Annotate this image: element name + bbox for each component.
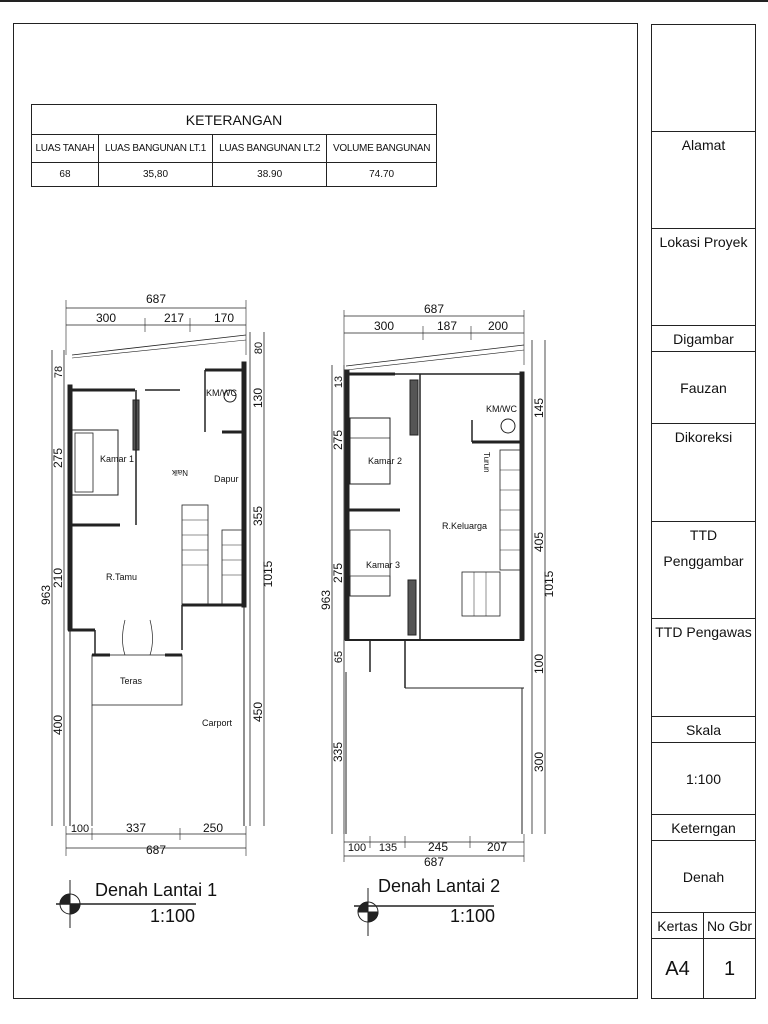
plan2-scale: 1:100: [450, 906, 496, 926]
plan1-scale: 1:100: [150, 906, 196, 926]
header-luas-tanah: LUAS TANAH: [32, 135, 99, 163]
digambar-value: Fauzan: [652, 351, 755, 423]
value-luas-lt1: 35,80: [98, 163, 212, 187]
plan1-room-teras: Teras: [120, 676, 143, 686]
header-luas-lt1: LUAS BANGUNAN LT.1: [98, 135, 212, 163]
keterangan-label: Keterngan: [652, 814, 755, 842]
plan2-dim-left-1: 275: [331, 429, 345, 451]
plan2-dim-left-2: 275: [331, 562, 345, 584]
plan1-title: Denah Lantai 1: [95, 880, 218, 900]
plan1-dim-top-total: 687: [145, 292, 167, 306]
plan2-dim-bottom-2: 245: [427, 840, 449, 854]
plan2-dim-top-0: 300: [373, 319, 395, 333]
digambar-label: Digambar: [652, 325, 755, 353]
alamat-label: Alamat: [652, 131, 755, 159]
plan1-dim-bottom-0: 100: [70, 823, 90, 835]
no-gbr-value: 1: [723, 958, 736, 980]
plan2-dim-bottom-1: 135: [378, 842, 398, 854]
plan2-dim-right-2: 100: [532, 653, 546, 675]
value-luas-tanah: 68: [32, 163, 99, 187]
plan2-dim-right-3: 300: [532, 751, 546, 773]
plan1-dim-bottom-2: 250: [202, 821, 224, 835]
plan2-room-keluarga: R.Keluarga: [442, 521, 488, 531]
no-gbr-label: No Gbr: [706, 918, 753, 934]
plan1-dim-right-3: 450: [251, 701, 265, 723]
plan2-dim-bottom-3: 207: [486, 840, 508, 854]
plan1-room-tamu: R.Tamu: [106, 572, 138, 582]
plan-1-labels: [39, 292, 275, 926]
plan2-dim-right-0: 145: [532, 397, 546, 419]
plan1-dim-right-1: 130: [251, 387, 265, 409]
ttd-pengawas-label: TTD Pengawas: [652, 618, 755, 646]
value-luas-lt2: 38.90: [213, 163, 327, 187]
kertas-value: A4: [652, 939, 704, 999]
plan1-room-naik: Naik: [171, 468, 188, 477]
plan2-dim-top-2: 200: [487, 319, 509, 333]
plan2-dim-bottom-0: 100: [347, 842, 367, 854]
plan1-dim-left-2: 210: [51, 567, 65, 589]
plan2-dim-top-total: 687: [423, 302, 445, 316]
plan1-dim-left-1: 275: [51, 447, 65, 469]
header-volume: VOLUME BANGUNAN: [327, 135, 437, 163]
keterangan-value: Denah: [652, 840, 755, 912]
plan1-dim-bottom-total: 687: [145, 843, 167, 857]
keterangan-title: KETERANGAN: [32, 105, 437, 135]
dikoreksi-label: Dikoreksi: [652, 423, 755, 451]
plan1-room-kamar1: Kamar 1: [100, 454, 135, 464]
plan1-dim-top-2: 170: [213, 311, 235, 325]
plan1-room-kmwc: KM/WC: [206, 388, 237, 398]
plan2-dim-right-1: 405: [532, 531, 546, 553]
header-luas-lt2: LUAS BANGUNAN LT.2: [213, 135, 327, 163]
lokasi-label: Lokasi Proyek: [652, 228, 755, 256]
plan1-dim-right-total: 1015: [261, 560, 275, 588]
plan1-dim-left-0: 78: [53, 365, 65, 379]
plan1-dim-right-2: 355: [251, 505, 265, 527]
skala-value: 1:100: [652, 742, 755, 814]
skala-label: Skala: [652, 716, 755, 744]
value-volume: 74.70: [327, 163, 437, 187]
plan2-dim-left-0: 13: [333, 375, 345, 389]
plan1-dim-left-total: 963: [39, 584, 53, 606]
plan1-dim-left-3: 400: [51, 714, 65, 736]
plan1-room-dapur: Dapur: [214, 474, 239, 484]
plan2-room-kmwc: KM/WC: [486, 404, 517, 414]
plan2-dim-top-1: 187: [436, 319, 458, 333]
plan1-dim-top-0: 300: [95, 311, 117, 325]
plan2-room-kamar3: Kamar 3: [366, 560, 401, 570]
plan2-dim-bottom-total: 687: [423, 855, 445, 869]
kertas-label: Kertas: [652, 913, 704, 939]
plan2-room-kamar2: Kamar 2: [368, 456, 403, 466]
plan1-dim-right-0: 80: [253, 341, 265, 355]
plan2-dim-left-3: 65: [333, 650, 345, 664]
plan2-title: Denah Lantai 2: [378, 876, 501, 896]
plan2-room-turun: Turun: [482, 452, 491, 473]
plan2-dim-right-total: 1015: [542, 570, 556, 598]
ttd-penggambar-label: TTD Penggambar: [652, 521, 755, 549]
plan1-room-carport: Carport: [202, 718, 233, 728]
plan2-dim-left-total: 963: [319, 589, 333, 611]
plan1-dim-top-1: 217: [163, 311, 185, 325]
plan2-dim-left-4: 335: [331, 741, 345, 763]
plan1-dim-bottom-1: 337: [125, 821, 147, 835]
